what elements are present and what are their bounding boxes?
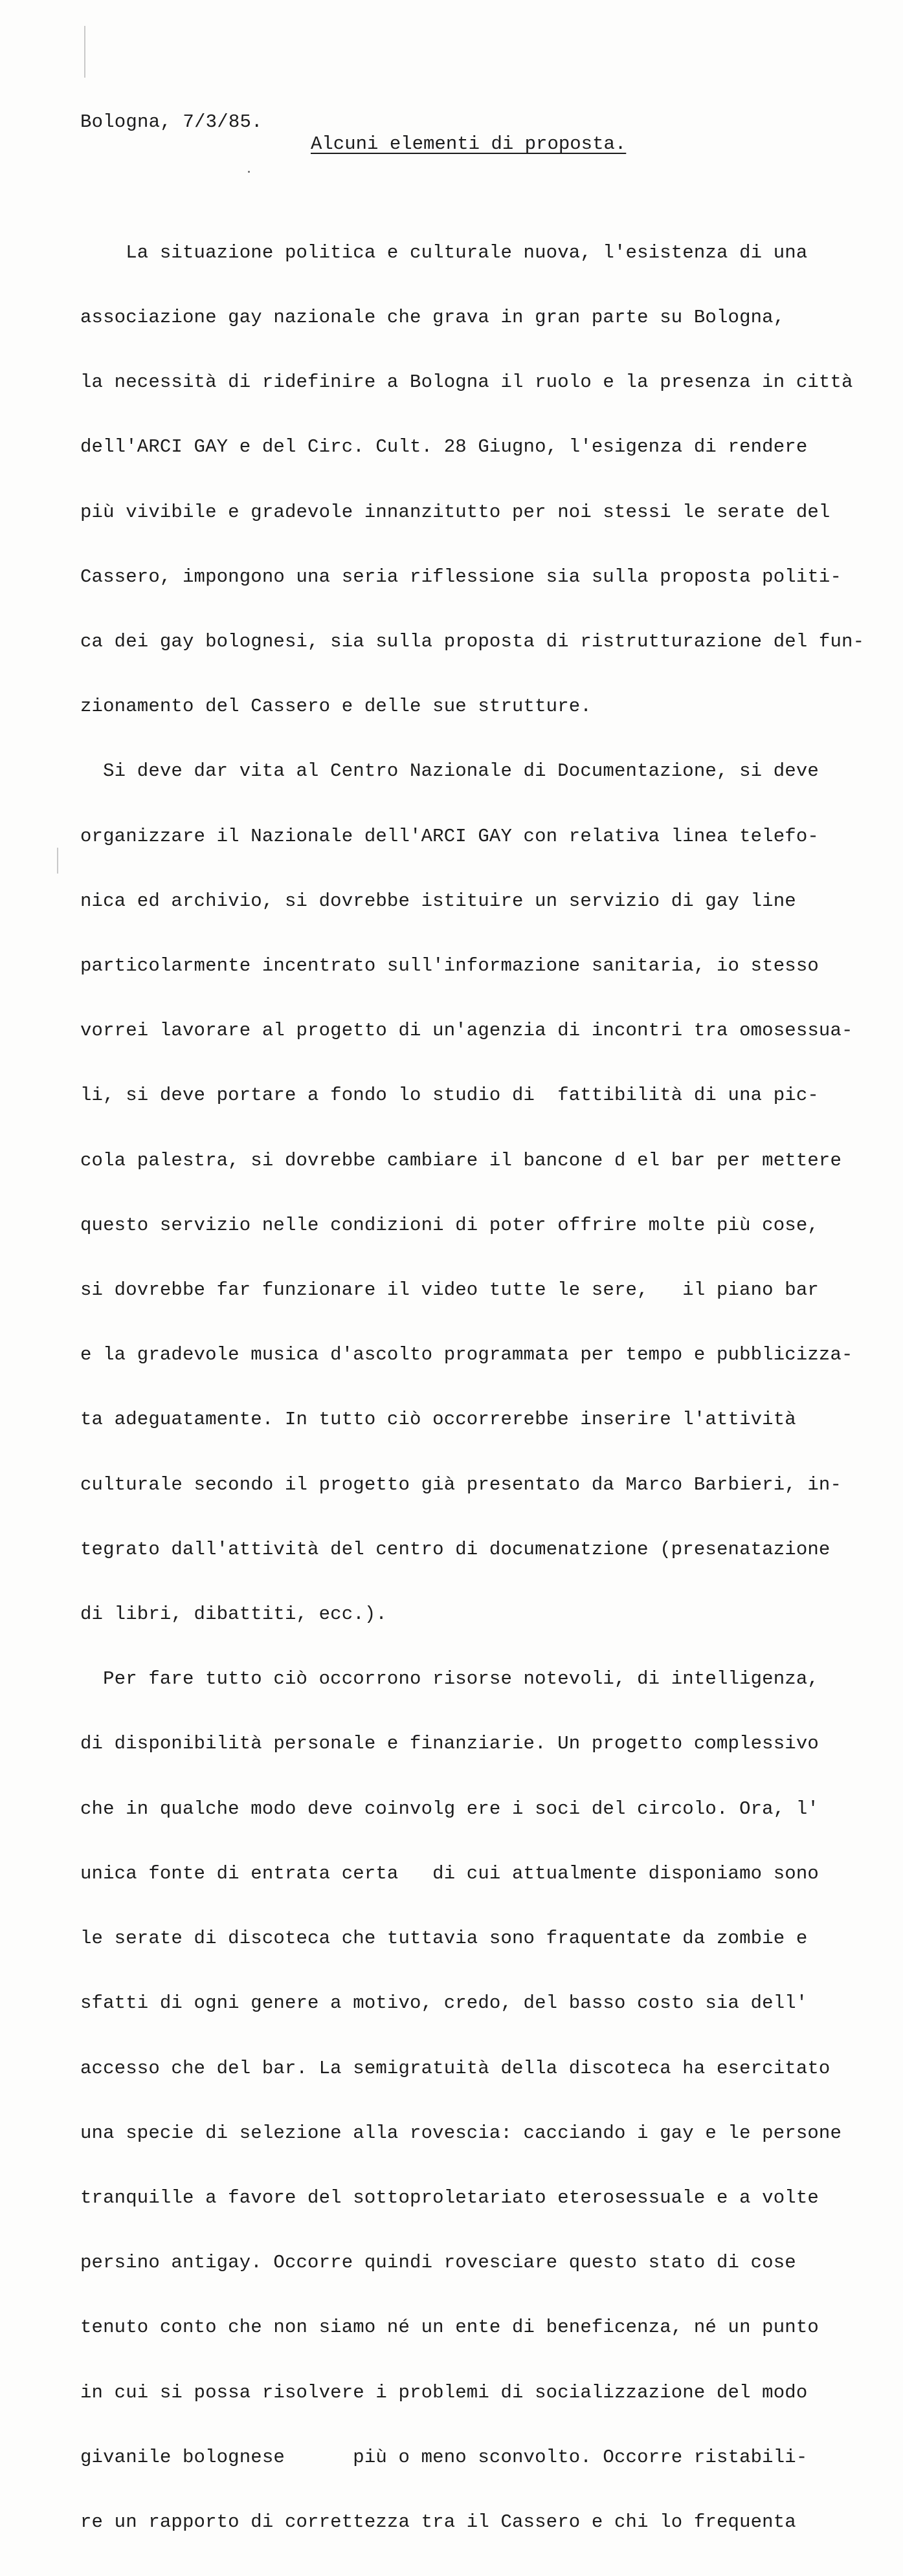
text-line: tranquille a favore del sottoproletariato eterosessuale e a volte xyxy=(80,2186,819,2208)
text-line: dell'ARCI GAY e del Circ. Cult. 28 Giugno, l'esigenza di rendere xyxy=(80,436,808,458)
text-line: La situazione politica e culturale nuova, l'esistenza di una xyxy=(80,241,808,263)
text-line: e la gradevole musica d'ascolto programmata per tempo e pubblicizza- xyxy=(80,1344,853,1366)
text-line: sfatti di ogni genere a motivo, credo, del basso costo sia dell' xyxy=(80,1992,808,2014)
text-line: di disponibilità personale e finanziarie. Un progetto complessivo xyxy=(80,1733,819,1755)
text-line: ta adeguatamente. In tutto ciò occorrerebbe inserire l'attività xyxy=(80,1409,796,1431)
text-line: culturale secondo il progetto già presentato da Marco Barbieri, in- xyxy=(80,1473,842,1495)
text-line: la necessità di ridefinire a Bologna il ruolo e la presenza in città xyxy=(80,371,853,393)
margin-mark xyxy=(84,26,85,78)
text-line: tenuto conto che non siamo né un ente di beneficenza, né un punto xyxy=(80,2317,819,2339)
text-line: vorrei lavorare al progetto di un'agenzia di incontri tra omosessua- xyxy=(80,1020,853,1042)
text-line: in cui si possa risolvere i problemi di socializzazione del modo xyxy=(80,2381,808,2403)
text-line: unica fonte di entrata certa di cui attualmente disponiamo sono xyxy=(80,1862,819,1884)
text-line: che in qualche modo deve coinvolg ere i soci del circolo. Ora, l' xyxy=(80,1798,819,1820)
text-line: si dovrebbe far funzionare il video tutte le sere, il piano bar xyxy=(80,1279,819,1301)
text-line: associazione gay nazionale che grava in gran parte su Bologna, xyxy=(80,307,785,329)
text-line: persino antigay. Occorre quindi rovesciare questo stato di cose xyxy=(80,2252,796,2274)
text-line: zionamento del Cassero e delle sue strutture. xyxy=(80,696,592,718)
text-line: nica ed archivio, si dovrebbe istituire un servizio di gay line xyxy=(80,890,796,912)
text-line: di libri, dibattiti, ecc.). xyxy=(80,1603,387,1625)
text-line: una specie di selezione alla rovescia: cacciando i gay e le persone xyxy=(80,2122,842,2144)
text-line: re un rapporto di correttezza tra il Cassero e chi lo frequenta xyxy=(80,2511,796,2533)
paper-speck xyxy=(248,171,250,173)
text-line: ca dei gay bolognesi, sia sulla proposta di ristrutturazione del fun- xyxy=(80,631,865,653)
text-line: li, si deve portare a fondo lo studio di fattibilità di una pic- xyxy=(80,1084,819,1106)
text-line: givanile bolognese più o meno sconvolto. Occorre ristabili- xyxy=(80,2446,808,2468)
margin-mark xyxy=(57,848,58,874)
text-line: Cassero, impongono una seria riflessione sia sulla proposta politi- xyxy=(80,566,842,588)
text-line: Per fare tutto ciò occorrono risorse notevoli, di intelligenza, xyxy=(80,1668,819,1690)
body-text xyxy=(80,199,864,2576)
document-date: Bologna, 7/3/85. xyxy=(80,111,263,133)
text-line: questo servizio nelle condizioni di poter offrire molte più cose, xyxy=(80,1214,819,1236)
text-line: Si deve dar vita al Centro Nazionale di Documentazione, si deve xyxy=(80,760,819,782)
text-line: le serate di discoteca che tuttavia sono fraquentate da zombie e xyxy=(80,1928,808,1950)
text-line: particolarmente incentrato sull'informazione sanitaria, io stesso xyxy=(80,955,819,977)
document-title: Alcuni elementi di proposta. xyxy=(311,133,627,155)
text-line: accesso che del bar. La semigratuità della discoteca ha esercitato xyxy=(80,2057,831,2079)
text-line: cola palestra, si dovrebbe cambiare il bancone d el bar per mettere xyxy=(80,1149,842,1171)
text-line: organizzare il Nazionale dell'ARCI GAY con relativa linea telefo- xyxy=(80,825,819,847)
text-line: più vivibile e gradevole innanzitutto per noi stessi le serate del xyxy=(80,501,831,523)
text-line: tegrato dall'attività del centro di documenatzione (presenatazione xyxy=(80,1538,831,1560)
